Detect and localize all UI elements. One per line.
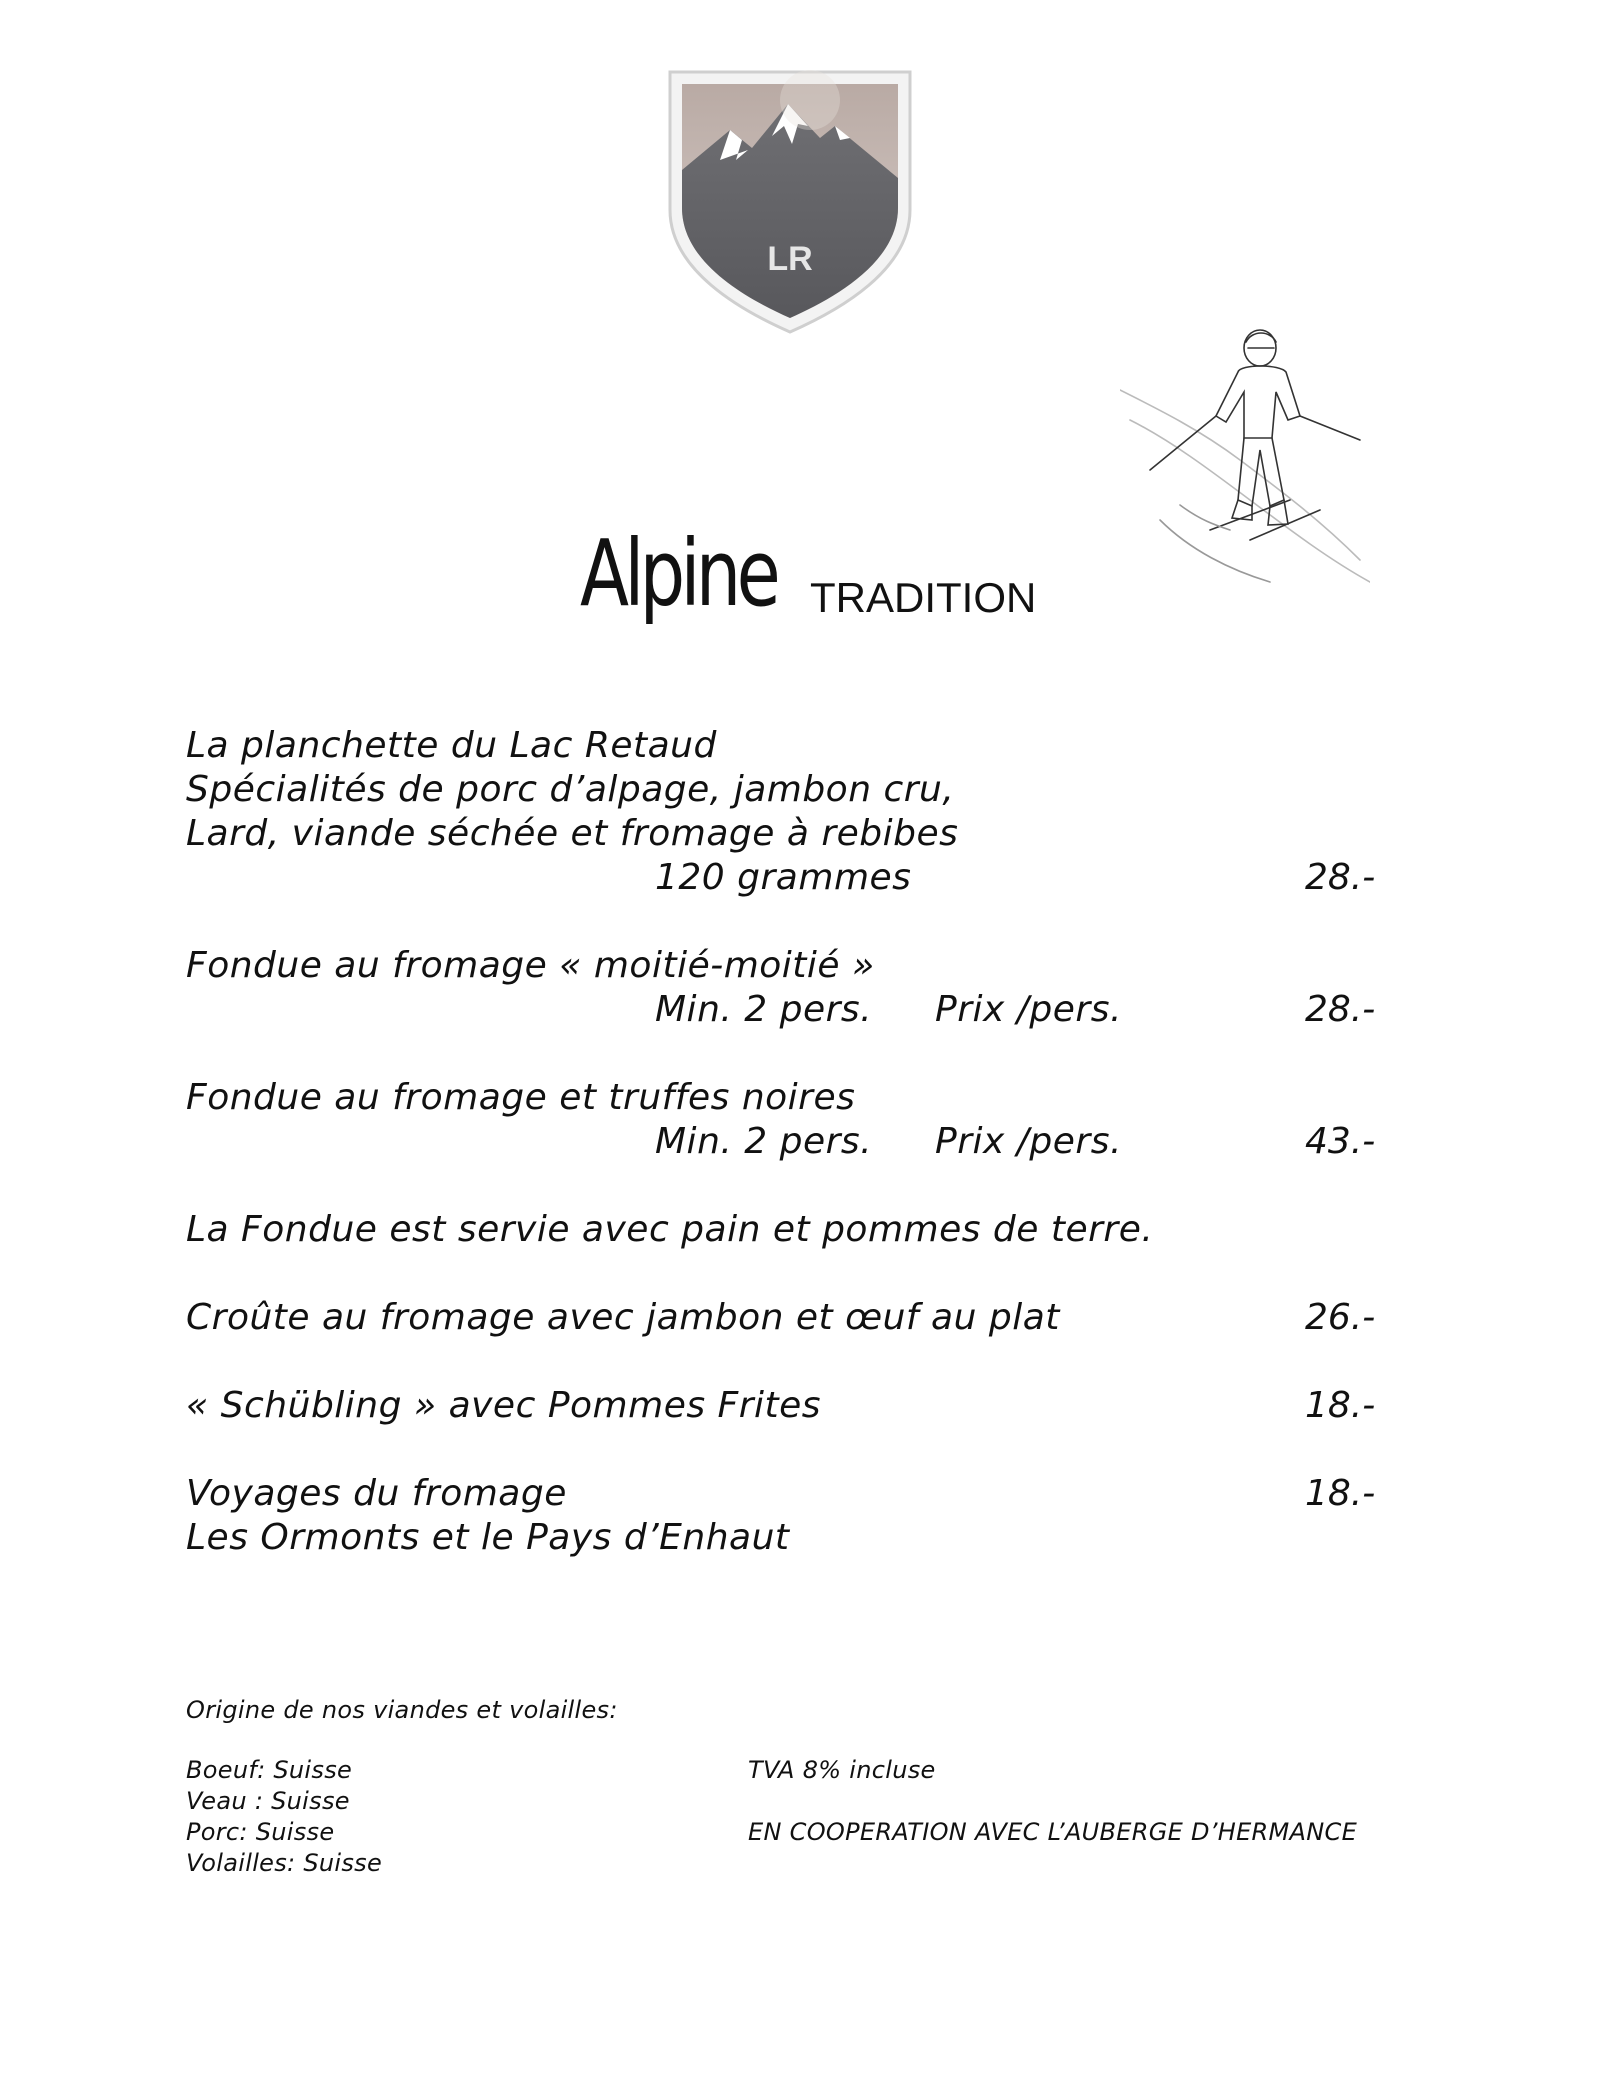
item-5-price: 26.- (1305, 1297, 1376, 1338)
item-7-price: 18.- (1305, 1473, 1376, 1514)
item-1-price: 28.- (1305, 857, 1376, 898)
item-3-prix: Prix /pers. (935, 1121, 1122, 1162)
item-1-line-1: La planchette du Lac Retaud (186, 725, 717, 766)
item-6-line-1: « Schübling » avec Pommes Frites (186, 1385, 822, 1426)
item-3-price: 43.- (1305, 1121, 1376, 1162)
title-main: Alpine (580, 520, 777, 627)
item-2-prix: Prix /pers. (935, 989, 1122, 1030)
item-6-price: 18.- (1305, 1385, 1376, 1426)
item-2-min: Min. 2 pers. (655, 989, 873, 1030)
item-1-detail: 120 grammes (655, 857, 912, 898)
item-1-line-3: Lard, viande séchée et fromage à rebibes (186, 813, 959, 854)
origin-porc: Porc: Suisse (186, 1818, 335, 1846)
item-3-line-1: Fondue au fromage et truffes noires (186, 1077, 856, 1118)
fondue-note: La Fondue est servie avec pain et pommes de terre. (186, 1209, 1154, 1250)
item-7-line-1: Voyages du fromage (186, 1473, 567, 1514)
tva-note: TVA 8% incluse (748, 1756, 936, 1784)
origin-boeuf: Boeuf: Suisse (186, 1756, 353, 1784)
origin-title: Origine de nos viandes et volailles: (186, 1696, 618, 1724)
item-3-min: Min. 2 pers. (655, 1121, 873, 1162)
origin-veau: Veau : Suisse (186, 1787, 350, 1815)
item-2-line-1: Fondue au fromage « moitié-moitié » (186, 945, 875, 986)
item-2-price: 28.- (1305, 989, 1376, 1030)
cooperation-note: EN COOPERATION AVEC L’AUBERGE D’HERMANCE (748, 1818, 1358, 1846)
logo-letters: LR (767, 240, 813, 278)
item-5-line-1: Croûte au fromage avec jambon et œuf au plat (186, 1297, 1060, 1338)
item-1-line-2: Spécialités de porc d’alpage, jambon cru, (186, 769, 955, 810)
item-7-line-2: Les Ormonts et le Pays d’Enhaut (186, 1517, 790, 1558)
origin-volailles: Volailles: Suisse (186, 1849, 383, 1877)
title-sub: TRADITION (810, 574, 1037, 621)
